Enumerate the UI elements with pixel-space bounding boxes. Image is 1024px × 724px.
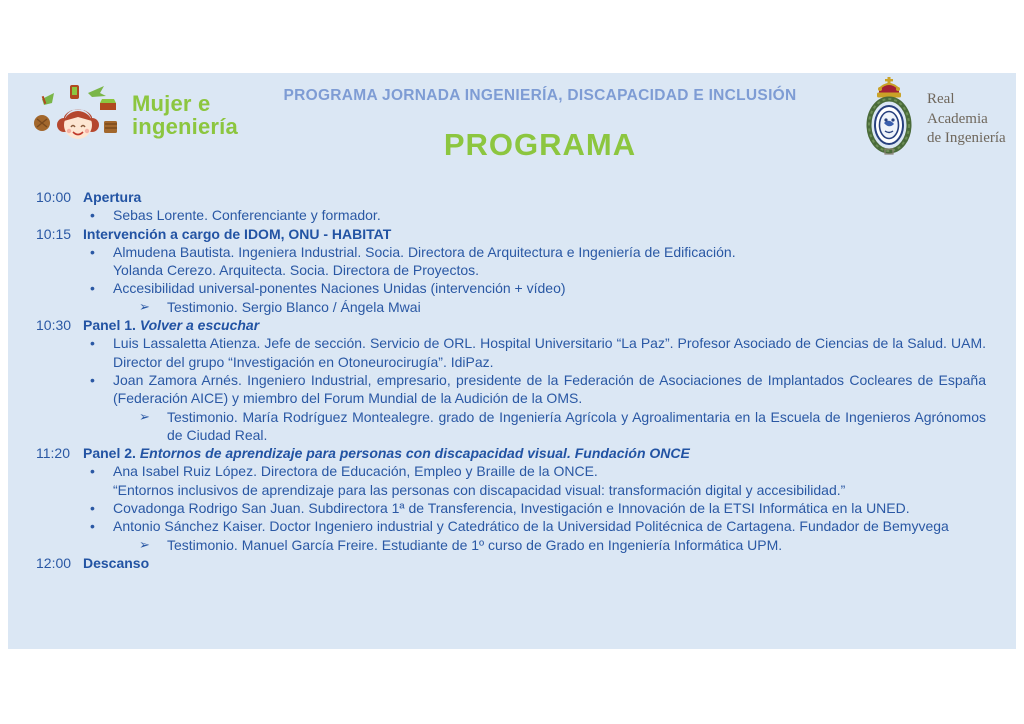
agenda-item (83, 334, 1016, 371)
agenda-item (83, 536, 1016, 554)
agenda-time (8, 499, 83, 517)
agenda-time (8, 206, 83, 224)
bullet-icon: • (90, 207, 95, 224)
panel-title: Entornos de aprendizaje para personas con discapacidad visual. Fundación ONCE (139, 445, 690, 462)
agenda-time: 12:00 (36, 554, 72, 571)
agenda-row (8, 279, 1016, 297)
real-academia-logo (860, 75, 1006, 157)
agenda-item-text: Joan Zamora Arnés. Ingeniero Industrial, empresario, presidente de la Federación de Asociaciones de Implantados Cocleares de España (Federación AICE) y miembro del Forum Mundial de la Audición de la OMS. (113, 371, 986, 407)
agenda-time: 10:30 (36, 317, 72, 334)
agenda-row (8, 371, 1016, 408)
agenda-testimonial (83, 408, 986, 445)
agenda-time (8, 298, 83, 316)
panel-label: Panel 2. (83, 445, 140, 462)
agenda-row (8, 316, 1016, 334)
agenda-heading (83, 316, 1016, 334)
bullet-icon: • (90, 243, 95, 260)
agenda-time (8, 371, 83, 408)
logo-text-line1: Mujer e (132, 91, 211, 116)
agenda-row (8, 517, 1016, 535)
agenda-item (83, 371, 1016, 408)
agenda-row (8, 206, 1016, 224)
event-title: PROGRAMA JORNADA INGENIERÍA, DISCAPACIDAD E INCLUSIÓN (283, 87, 797, 104)
agenda-item-text: Covadonga Rodrigo San Juan. Subdirectora 1ª de Transferencia, Investigación e Innovación de la ETSI Informática en la UNED. (113, 500, 910, 517)
agenda-time: 10:00 (36, 189, 72, 205)
arrow-icon: ➢ (139, 298, 150, 314)
agenda-time (8, 279, 83, 297)
agenda-time (8, 462, 83, 499)
agenda-time (8, 517, 83, 535)
arrow-icon: ➢ (139, 408, 150, 424)
agenda-item-bullet (83, 279, 986, 297)
agenda-item-text: Almudena Bautista. Ingeniera Industrial. Socia. Directora de Arquitectura e Ingeniería de Edificación. (113, 243, 736, 260)
agenda-heading: Intervención a cargo de IDOM, ONU - HABITAT (83, 225, 392, 242)
agenda-testimonial (83, 298, 986, 316)
agenda-row (8, 462, 1016, 499)
agenda-heading: Descanso (83, 554, 150, 571)
agenda-item-text: Testimonio. María Rodríguez Montealegre. grado de Ingeniería Agrícola y Agroalimentaria en la Escuela de Ingenieros Agrónomos de Ciudad Real. (167, 408, 986, 443)
program-slide (8, 73, 1016, 649)
agenda-item (83, 243, 1016, 280)
agenda-item-line2: Yolanda Cerezo. Arquitecta. Socia. Directora de Proyectos. (113, 262, 480, 279)
agenda-item (83, 408, 1016, 445)
agenda-item-bullet (83, 499, 986, 517)
agenda-row (8, 554, 1016, 572)
agenda-item (83, 462, 1016, 499)
page-title: PROGRAMA (443, 127, 637, 162)
agenda (8, 188, 1016, 572)
mujer-ingenieria-logo (34, 83, 238, 147)
agenda-testimonial (83, 536, 986, 554)
agenda-row (8, 298, 1016, 316)
agenda-time (8, 243, 83, 280)
agenda-time (8, 334, 83, 371)
panel-title: Volver a escuchar (139, 317, 260, 334)
rai-text-line3: de Ingeniería (927, 130, 1006, 146)
agenda-item-text: Ana Isabel Ruiz López. Directora de Educación, Empleo y Braille de la ONCE. (113, 463, 598, 480)
agenda-item-text: Testimonio. Manuel García Freire. Estudiante de 1º curso de Grado en Ingeniería Informática UPM. (167, 536, 783, 553)
bullet-icon: • (90, 500, 95, 517)
agenda-time (8, 536, 83, 554)
agenda-item-text: Antonio Sánchez Kaiser. Doctor Ingeniero industrial y Catedrático de la Universidad Politécnica de Cartagena. Fundador de Bemyvega (113, 518, 949, 535)
panel-label: Panel 1. (83, 317, 140, 334)
agenda-heading (83, 444, 1016, 462)
agenda-item-line2: “Entornos inclusivos de aprendizaje para las personas con discapacidad visual: transformación digital y accesibilidad.” (113, 481, 846, 498)
agenda-row (8, 225, 1016, 243)
bullet-icon: • (90, 335, 95, 352)
agenda-row (8, 334, 1016, 371)
agenda-item (83, 517, 1016, 535)
girl-with-engineering-icons-illustration (34, 83, 122, 147)
agenda-item-text: Sebas Lorente. Conferenciante y formador. (113, 207, 381, 224)
bullet-icon: • (90, 280, 95, 297)
agenda-row (8, 188, 1016, 206)
agenda-item-bullet (83, 243, 986, 261)
bullet-icon: • (90, 463, 95, 480)
agenda-row (8, 243, 1016, 280)
agenda-item-bullet (83, 206, 986, 224)
agenda-item-text: Accesibilidad universal-ponentes Naciones Unidas (intervención + vídeo) (113, 280, 566, 297)
logo-text-line2: ingeniería (132, 114, 238, 139)
agenda-item (83, 499, 1016, 517)
mujer-ingenieria-logo-text (132, 92, 238, 138)
agenda-row (8, 408, 1016, 445)
agenda-item-text: Luis Lassaletta Atienza. Jefe de sección. Servicio de ORL. Hospital Universitario “La Paz”. Profesor Asociado de Ciencias de la Salud. UAM. Director del grupo “Investigación en Otoneurocirugía”. IdiPaz. (113, 335, 986, 370)
agenda-item-bullet (83, 334, 986, 371)
agenda-item (83, 279, 1016, 297)
agenda-item (83, 206, 1016, 224)
agenda-time: 10:15 (36, 225, 72, 242)
academia-crest-icon (860, 75, 918, 157)
agenda-time (8, 408, 83, 445)
agenda-item-bullet (83, 517, 986, 535)
agenda-item-bullet (83, 462, 986, 480)
agenda-row (8, 536, 1016, 554)
agenda-item (83, 298, 1016, 316)
agenda-row (8, 444, 1016, 462)
agenda-item-text: Testimonio. Sergio Blanco / Ángela Mwai (167, 298, 421, 315)
bullet-icon: • (90, 371, 95, 388)
agenda-heading: Apertura (83, 189, 142, 205)
bullet-icon: • (90, 518, 95, 535)
agenda-row (8, 499, 1016, 517)
agenda-item-bullet (83, 371, 986, 408)
arrow-icon: ➢ (139, 536, 150, 552)
real-academia-logo-text (927, 90, 1006, 149)
rai-text-line1: Real (927, 91, 955, 107)
agenda-time: 11:20 (36, 445, 70, 462)
rai-text-line2: Academia (927, 110, 988, 127)
